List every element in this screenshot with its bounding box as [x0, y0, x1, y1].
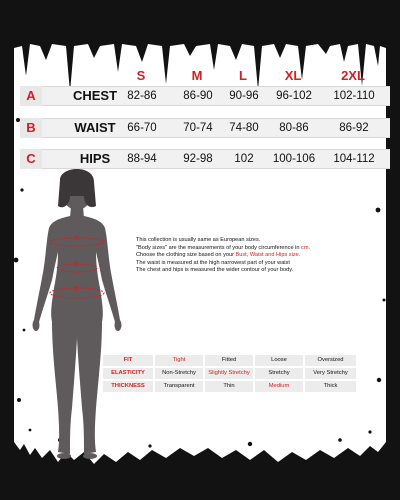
property-value: Fitted [205, 355, 253, 366]
property-value: Thick [305, 381, 356, 392]
fabric-properties-table [103, 355, 356, 394]
size-label-2xl: 2XL [341, 68, 365, 83]
value-cell: 104-112 [333, 153, 375, 165]
property-value: Thin [205, 381, 253, 392]
row-name: CHEST [72, 88, 118, 103]
size-label-xl: XL [284, 68, 302, 83]
value-cell: 70-74 [183, 122, 213, 134]
row-letter: B [20, 118, 42, 138]
note-line: "Body sizes" are the measurements of your body circumference in cm. [136, 244, 311, 251]
property-value: Slightly Stretchy [205, 368, 253, 379]
value-cell: 102 [234, 153, 254, 165]
value-cell: 80-86 [279, 122, 309, 134]
property-label: THICKNESS [103, 381, 153, 392]
row-letter: A [20, 86, 42, 106]
value-cell: 86-90 [183, 90, 213, 102]
size-label-m: M [191, 68, 203, 83]
value-cell: 86-92 [339, 122, 369, 134]
body-silhouette [22, 162, 132, 462]
value-cell: 96-102 [276, 90, 312, 102]
value-cell: 92-98 [183, 153, 213, 165]
measurement-row-waist [20, 118, 390, 138]
size-header-row [0, 68, 400, 84]
property-label: FIT [103, 355, 153, 366]
value-cell: 66-70 [127, 122, 157, 134]
property-row-elasticity [103, 368, 356, 379]
measurement-row-chest [20, 86, 390, 106]
size-label-s: S [136, 68, 146, 83]
note-line: The waist is measured at the high narrowest part of your waist [136, 259, 290, 266]
property-value: Stretchy [255, 368, 303, 379]
note-line: The chest and hips is measured the wider contour of your body. [136, 267, 294, 274]
property-value: Loose [255, 355, 303, 366]
property-value: Very Stretchy [305, 368, 356, 379]
figure-label-c: C [74, 286, 80, 293]
property-label: ELASTICITY [103, 368, 153, 379]
row-name: HIPS [79, 151, 111, 166]
property-value: Tight [155, 355, 203, 366]
row-name: WAIST [74, 120, 116, 135]
size-notes [136, 237, 391, 275]
row-letter: C [20, 149, 42, 169]
value-cell: 74-80 [229, 122, 259, 134]
property-value: Transparent [155, 381, 203, 392]
figure-label-b: B [74, 261, 80, 268]
property-row-thickness [103, 381, 356, 392]
note-line: Choose the clothing size based on your Bust, Waist and Hips size. [136, 252, 301, 259]
value-cell: 102-110 [333, 90, 375, 102]
figure-label-a: A [74, 235, 80, 242]
value-cell: 100-106 [272, 153, 316, 165]
property-value: Medium [255, 381, 303, 392]
property-value: Oversized [305, 355, 356, 366]
value-cell: 90-96 [229, 90, 259, 102]
note-line: This collection is usually same as European sizes. [136, 237, 261, 243]
property-value: Non-Stretchy [155, 368, 203, 379]
size-label-l: L [239, 68, 247, 83]
value-cell: 82-86 [127, 90, 157, 102]
value-cell: 88-94 [127, 153, 157, 165]
property-row-fit [103, 355, 356, 366]
